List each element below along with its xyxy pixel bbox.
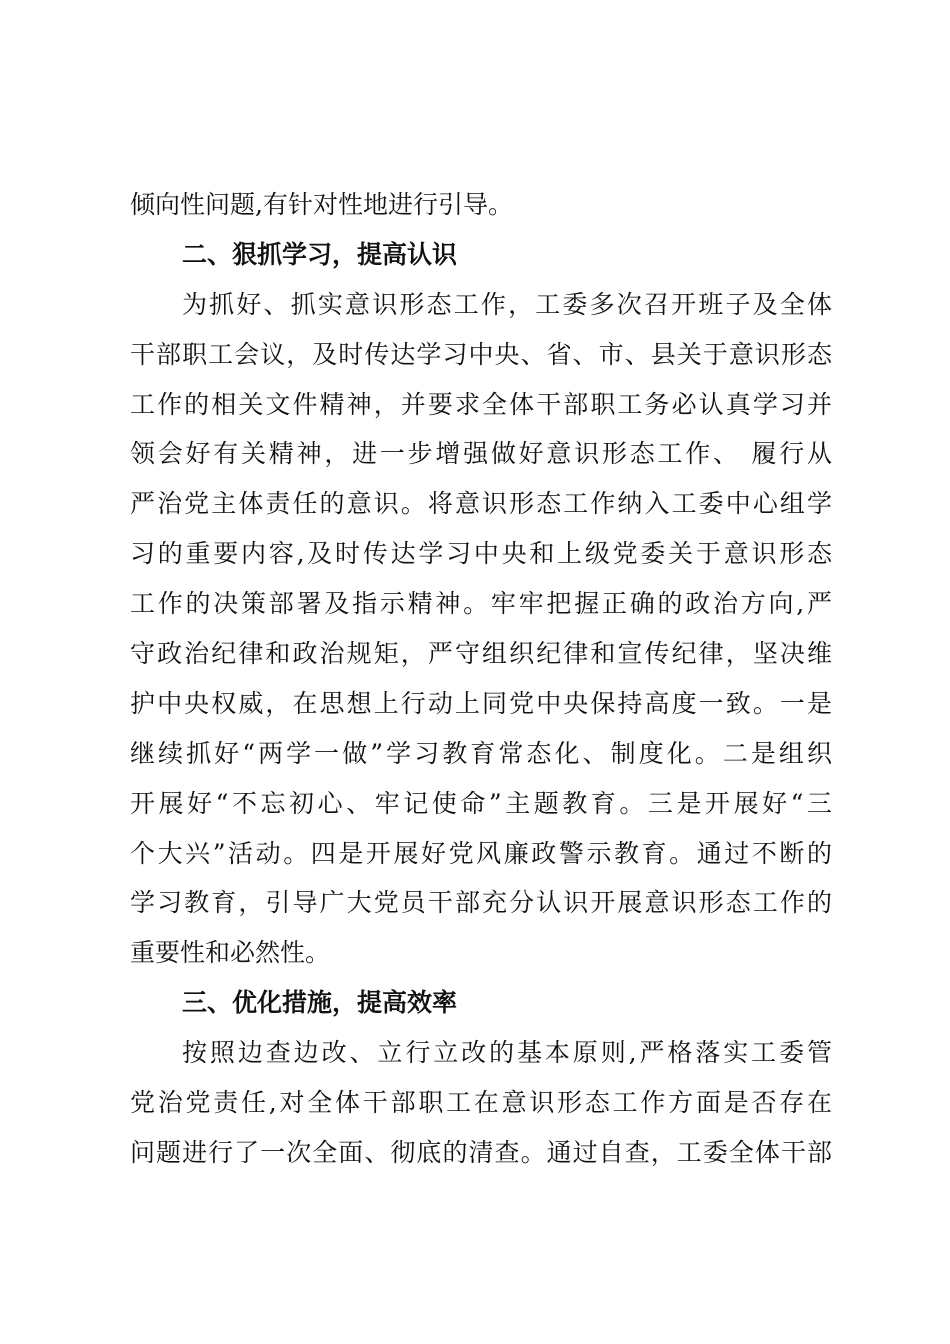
paragraph-line: 干部职工会议，及时传达学习中央、省、市、县关于意识形态 <box>130 339 832 369</box>
paragraph-line: 倾向性问题,有针对性地进行引导。 <box>130 190 513 219</box>
paragraph-line: 开展好“不忘初心、牢记使命”主题教育。三是开展好“三 <box>130 788 832 818</box>
paragraph-line: 个大兴”活动。四是开展好党风廉政警示教育。通过不断的 <box>130 838 832 868</box>
paragraph-line: 学习教育，引导广大党员干部充分认识开展意识形态工作的 <box>130 888 832 918</box>
document-body <box>130 180 832 1178</box>
paragraph-line: 为抓好、抓实意识形态工作，工委多次召开班子及全体 <box>182 289 832 319</box>
section-heading: 二、狠抓学习，提高认识 <box>182 239 458 269</box>
paragraph-line: 习的重要内容,及时传达学习中央和上级党委关于意识形态 <box>130 539 832 569</box>
paragraph-line: 继续抓好“两学一做”学习教育常态化、制度化。二是组织 <box>130 738 832 768</box>
paragraph-line: 领会好有关精神，进一步增强做好意识形态工作、 履行从 <box>130 439 832 469</box>
paragraph-line: 重要性和必然性。 <box>130 938 331 968</box>
paragraph-line: 工作的决策部署及指示精神。牢牢把握正确的政治方向,严 <box>130 589 832 619</box>
paragraph-line: 工作的相关文件精神，并要求全体干部职工务必认真学习并 <box>130 389 832 419</box>
section-heading: 三、优化措施，提高效率 <box>182 988 458 1018</box>
paragraph-line: 问题进行了一次全面、彻底的清查。通过自查，工委全体干部 <box>130 1137 832 1167</box>
paragraph-line: 党治党责任,对全体干部职工在意识形态工作方面是否存在 <box>130 1088 832 1118</box>
paragraph-line: 严治党主体责任的意识。将意识形态工作纳入工委中心组学 <box>130 489 832 519</box>
paragraph-line: 护中央权威，在思想上行动上同党中央保持高度一致。一是 <box>130 688 832 718</box>
paragraph-line: 守政治纪律和政治规矩，严守组织纪律和宣传纪律，坚决维 <box>130 639 832 669</box>
paragraph-line: 按照边查边改、立行立改的基本原则,严格落实工委管 <box>182 1038 832 1068</box>
